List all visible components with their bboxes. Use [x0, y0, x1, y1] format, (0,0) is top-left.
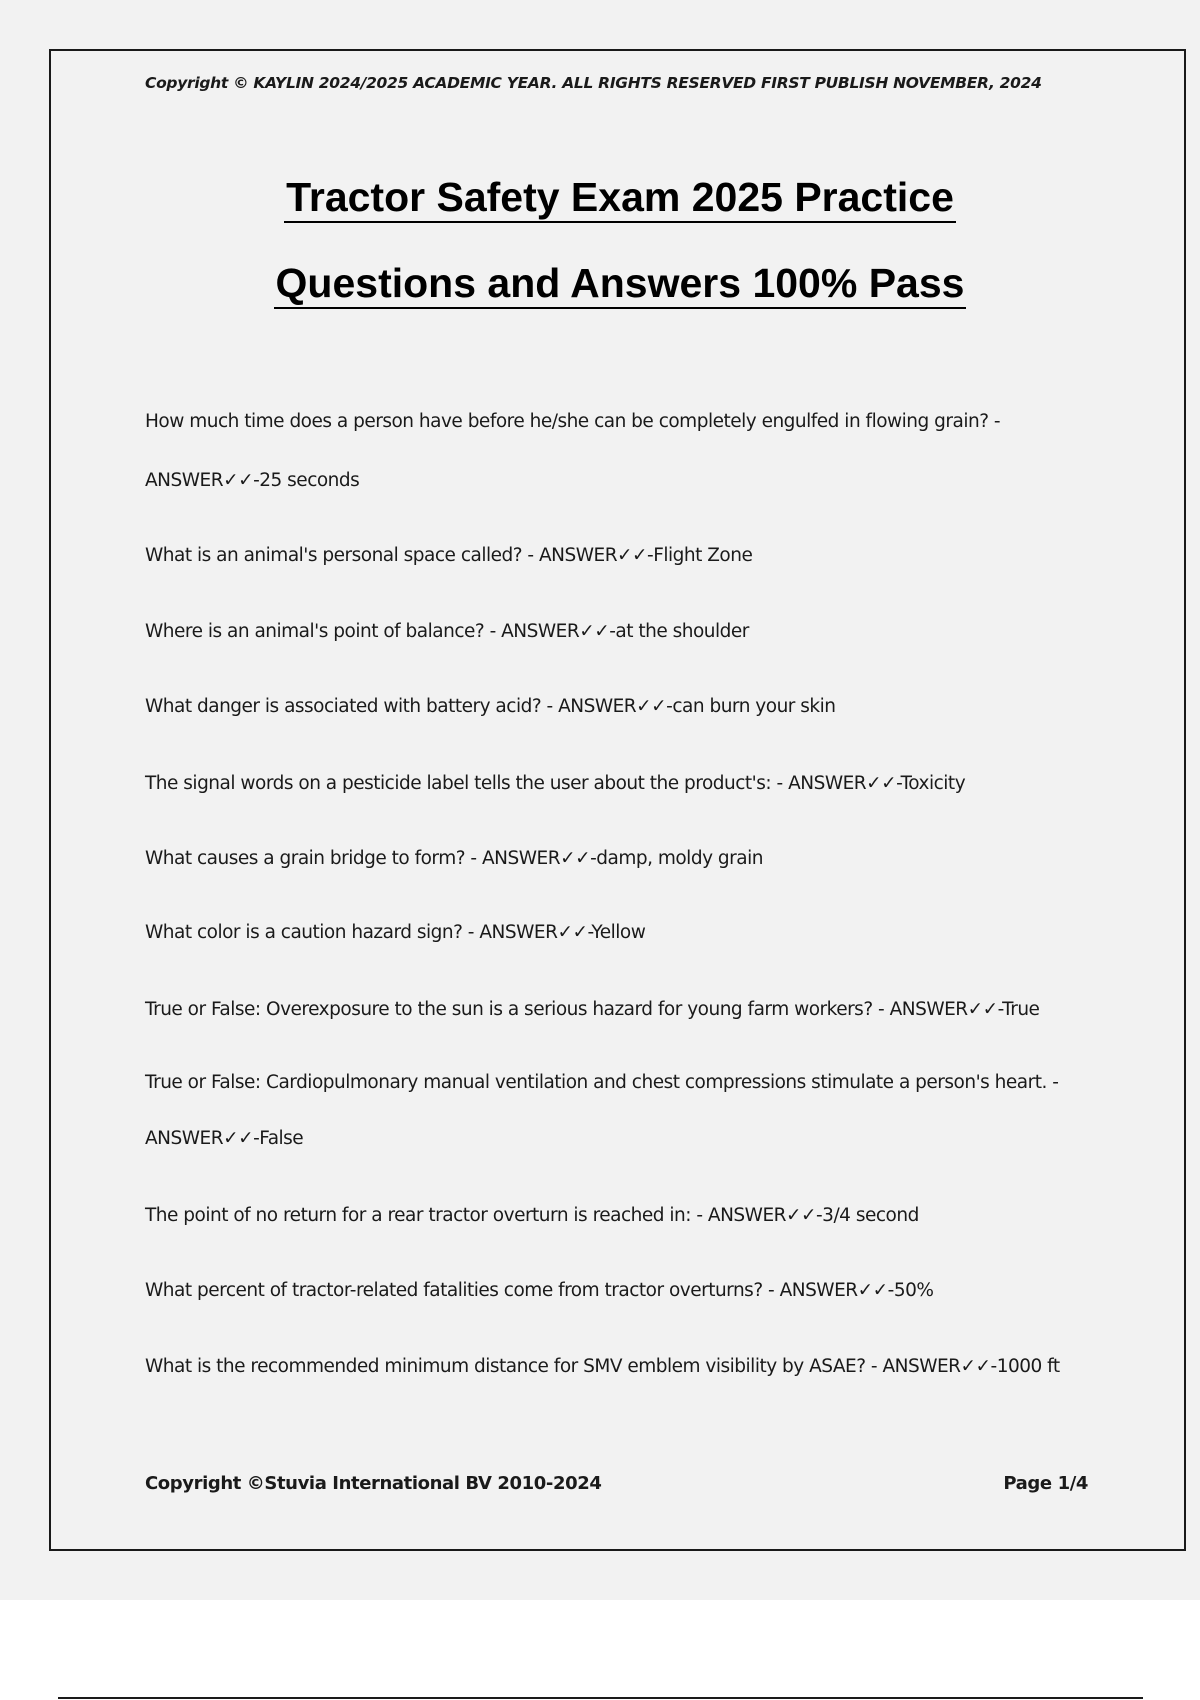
footer-copyright: Copyright ©Stuvia International BV 2010-2024: [145, 1473, 602, 1494]
qa-line: ANSWER✓✓-False: [145, 1128, 304, 1149]
title-line-2-text: Questions and Answers 100% Pass: [274, 260, 967, 309]
qa-line: What danger is associated with battery acid? - ANSWER✓✓-can burn your skin: [145, 696, 836, 717]
title-line-2: [150, 260, 1090, 307]
qa-line: What causes a grain bridge to form? - ANSWER✓✓-damp, moldy grain: [145, 848, 763, 869]
qa-line: The point of no return for a rear tractor overturn is reached in: - ANSWER✓✓-3/4 second: [145, 1205, 919, 1226]
qa-line: What percent of tractor-related fatalities come from tractor overturns? - ANSWER✓✓-50%: [145, 1280, 934, 1301]
qa-line: True or False: Overexposure to the sun is a serious hazard for young farm workers? - ANSWER✓✓-True: [145, 999, 1040, 1020]
page-number: Page 1/4: [1003, 1473, 1088, 1494]
qa-line: Where is an animal's point of balance? - ANSWER✓✓-at the shoulder: [145, 621, 749, 642]
qa-line: What is an animal's personal space called? - ANSWER✓✓-Flight Zone: [145, 545, 753, 566]
qa-line: What color is a caution hazard sign? - ANSWER✓✓-Yellow: [145, 922, 646, 943]
qa-line: ANSWER✓✓-25 seconds: [145, 470, 360, 491]
qa-line: The signal words on a pesticide label tells the user about the product's: - ANSWER✓✓-Toxicity: [145, 773, 966, 794]
qa-line: What is the recommended minimum distance for SMV emblem visibility by ASAE? - ANSWER✓✓-1000 ft: [145, 1356, 1060, 1377]
title-line-1: [150, 174, 1090, 221]
header-copyright: Copyright © KAYLIN 2024/2025 ACADEMIC YEAR. ALL RIGHTS RESERVED FIRST PUBLISH NOVEMBER, 2024: [145, 74, 1042, 92]
title-line-1-text: Tractor Safety Exam 2025 Practice: [284, 174, 956, 223]
qa-line: True or False: Cardiopulmonary manual ventilation and chest compressions stimulate a person's heart. -: [145, 1072, 1059, 1093]
qa-line: How much time does a person have before he/she can be completely engulfed in flowing grain? -: [145, 411, 1001, 432]
next-page-divider: [58, 1697, 1143, 1699]
